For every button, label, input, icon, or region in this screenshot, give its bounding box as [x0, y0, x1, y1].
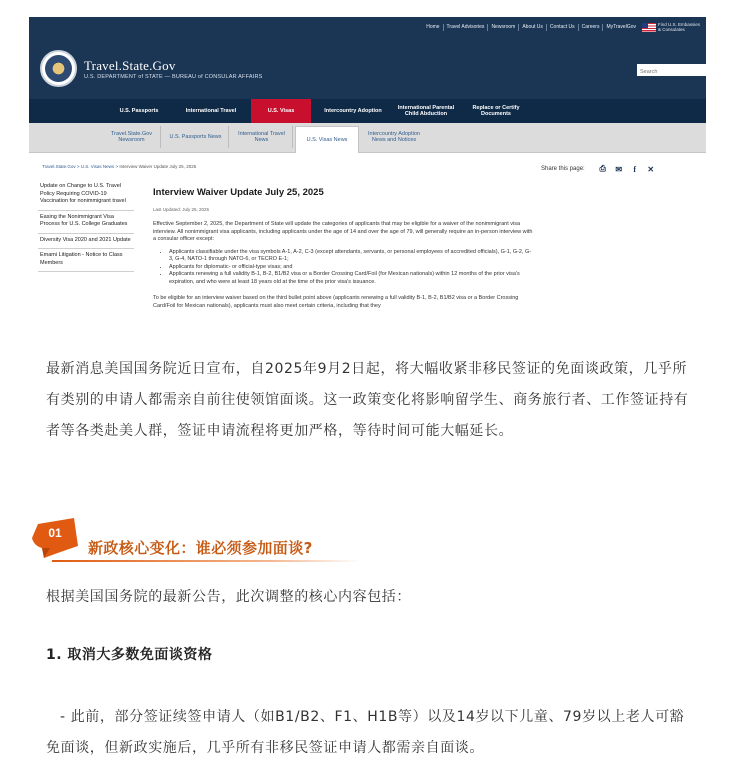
- sidebar-item-college-graduates[interactable]: Easing the Nonimmigrant Visa Process for U.S. College Graduates: [38, 211, 134, 234]
- utility-links: [423, 22, 702, 32]
- sidebar-item-diversity-visa[interactable]: Diversity Visa 2020 and 2021 Update: [38, 234, 134, 250]
- article-intro: Effective September 2, 2025, the Department of State will update the categories of applicants that may be eligible for a waiver of the nonimmigrant visa interview. All nonimmigrant visa applicants, including applicants under the age of 14 and over the age of 79, will generally require an in-person interview with a consular officer except:: [153, 221, 533, 242]
- subnav-visas-news[interactable]: U.S. Visas News: [295, 126, 359, 153]
- print-icon[interactable]: ⎙: [599, 164, 606, 173]
- sub-nav: [29, 123, 706, 153]
- share-label: Share this page:: [541, 166, 585, 172]
- subnav-passports-news[interactable]: U.S. Passports News: [163, 126, 229, 148]
- breadcrumb-visas-news[interactable]: U.S. Visas News: [80, 164, 115, 169]
- facebook-icon[interactable]: f: [633, 164, 637, 174]
- site-header: [29, 17, 706, 99]
- link-about-us[interactable]: About Us: [518, 24, 546, 31]
- breadcrumb-separator: >: [75, 164, 81, 169]
- section-divider: [52, 560, 362, 562]
- list-item: • Applicants for diplomatic- or official-type visas; and: [169, 264, 533, 272]
- section-intro: 根据美国国务院的最新公告，此次调整的核心内容包括：: [46, 589, 411, 605]
- link-travel-advisories[interactable]: Travel Advisories: [443, 24, 488, 31]
- list-item: • Applicants classifiable under the visa symbols A-1, A-2, C-3 (except attendants, servants, or personal employees of accredited officials), G-1, G-2, G-3, G-4, NATO-1 through NATO-6, or TECRO E-1;: [169, 249, 533, 264]
- article-bullets: [153, 249, 533, 287]
- link-mytravelgov[interactable]: MyTravelGov: [602, 24, 639, 31]
- detail-paragraph: - 此前，部分签证续签申请人（如B1/B2、F1、H1B等）以及14岁以下儿童、79岁以上老人可豁免面谈，但新政实施后，几乎所有非移民签证申请人都需亲自面谈。: [46, 709, 685, 756]
- article-title: Interview Waiver Update July 25, 2025: [153, 187, 324, 198]
- breadcrumb: [42, 164, 196, 169]
- site-title[interactable]: Travel.State.Gov: [84, 58, 176, 73]
- nav-international-travel[interactable]: International Travel: [185, 108, 237, 114]
- main-nav: [29, 99, 706, 123]
- subnav-tsg-newsroom[interactable]: Travel.State.Gov Newsroom: [103, 126, 161, 148]
- search-input[interactable]: [637, 64, 706, 76]
- sidebar: [38, 180, 134, 272]
- link-contact-us[interactable]: Contact Us: [546, 24, 578, 31]
- breadcrumb-current: Interview Waiver Update July 25, 2025: [119, 164, 197, 169]
- share-bar: [541, 164, 657, 174]
- sidebar-item-covid-vaccination[interactable]: Update on Change to U.S. Travel Policy Requiring COVID-19 Vaccination for nonimmigrant travel: [38, 180, 134, 211]
- list-item: • Applicants renewing a full validity B-1, B-2, B1/B2 visa or a Border Crossing Card/Foil (for Mexican nationals) within 12 months of the prior visa's expiration, and who were at least 18 years old at the time of the prior visa's issuance.: [169, 271, 533, 286]
- section-header: [30, 512, 360, 574]
- article: [153, 187, 533, 310]
- article-outro: To be eligible for an interview waiver based on the third bullet point above (applicants renewing a full validity B-1, B-2, B1/B2 visa or a Border Crossing Card/Foil for Mexican nationals), applicants must also meet certain criteria, including that they: [153, 295, 519, 309]
- link-newsroom[interactable]: Newsroom: [487, 24, 518, 31]
- nav-parental-child-abduction[interactable]: International Parental Child Abduction: [397, 105, 455, 117]
- subnav-adoption-news[interactable]: Intercountry Adoption News and Notices: [368, 130, 420, 143]
- subnav-travel-news[interactable]: International Travel News: [231, 126, 293, 148]
- link-home[interactable]: Home: [426, 23, 440, 30]
- subheading: 1. 取消大多数免面谈资格: [46, 647, 213, 663]
- section-title: 新政核心变化：谁必须参加面谈?: [88, 539, 313, 557]
- dept-seal-icon[interactable]: [40, 50, 77, 87]
- email-icon[interactable]: ✉: [615, 164, 623, 174]
- link-careers[interactable]: Careers: [578, 24, 603, 31]
- intro-paragraph: 最新消息美国国务院近日宣布，自2025年9月2日起，将大幅收紧非移民签证的免面谈政策，几乎所有类别的申请人都需亲自前往使领馆面谈。这一政策变化将影响留学生、商务旅行者、工作签证持有者等各类赴美人群，签证申请流程将更加严格，等待时间可能大幅延长。: [46, 361, 689, 439]
- link-find-embassies[interactable]: Find U.S. Embassies & Consulates: [658, 22, 701, 32]
- sidebar-item-emami-litigation[interactable]: Emami Litigation - Notice to Class Members: [38, 249, 134, 272]
- us-flag-icon: [642, 23, 656, 32]
- nav-us-passports[interactable]: U.S. Passports: [119, 108, 159, 114]
- x-icon[interactable]: ✕: [647, 164, 655, 174]
- embedded-screenshot: [29, 17, 706, 330]
- nav-us-visas[interactable]: U.S. Visas: [251, 99, 311, 123]
- site-subtitle: U.S. DEPARTMENT of STATE — BUREAU of CONSULAR AFFAIRS: [84, 74, 263, 80]
- article-date: Last Updated: July 25, 2025: [153, 207, 210, 212]
- nav-replace-certify-documents[interactable]: Replace or Certify Documents: [472, 105, 520, 117]
- breadcrumb-home[interactable]: Travel.State.Gov: [42, 164, 76, 169]
- nav-intercountry-adoption[interactable]: Intercountry Adoption: [324, 108, 382, 114]
- section-number: 01: [48, 526, 62, 540]
- breadcrumb-separator: >: [114, 164, 120, 169]
